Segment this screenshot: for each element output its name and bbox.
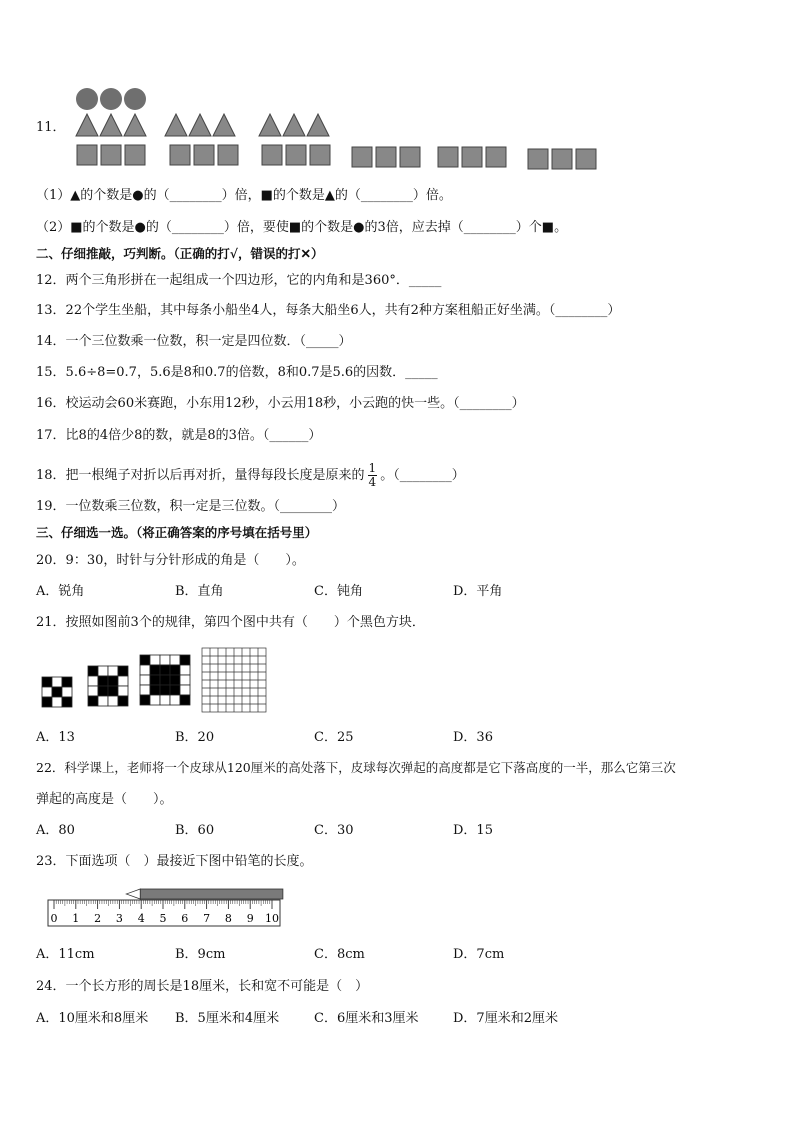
q11-part1: （1）▲的个数是●的（________）倍，■的个数是▲的（________）倍。 xyxy=(36,188,452,203)
cell xyxy=(150,655,160,665)
question-21: 21．按照如图前3个的规律，第四个图中共有（ ）个黑色方块． xyxy=(36,615,425,630)
question-22-line1: 22．科学课上，老师将一个皮球从120厘米的高处落下，皮球每次弹起的高度都是它下落高度的一半，那么它第三次 xyxy=(36,760,676,775)
pencil xyxy=(126,889,283,899)
triangle-shape xyxy=(76,114,98,136)
cell xyxy=(150,685,160,695)
question-15: 15．5.6÷8=0.7，5.6是8和0.7的倍数，8和0.7是5.6的因数．_____ xyxy=(36,365,438,380)
q24-option-b: B．5厘米和4厘米 xyxy=(175,1011,280,1026)
cell xyxy=(42,677,52,687)
square-shape xyxy=(352,147,372,167)
triangle-shape xyxy=(100,114,122,136)
pencil-body xyxy=(140,889,283,899)
q21-option-d: D．36 xyxy=(453,730,493,745)
circle-shape xyxy=(100,88,122,110)
fraction-denominator: 4 xyxy=(368,475,377,489)
q22-option-c: C．30 xyxy=(314,823,354,838)
question-23: 23．下面选项（ ）最接近下图中铅笔的长度。 xyxy=(36,854,313,869)
ruler-tick-label: 7 xyxy=(203,912,211,925)
ruler-tick-label: 0 xyxy=(50,912,58,925)
triangle-shape xyxy=(307,114,329,136)
cell xyxy=(180,695,190,705)
cell xyxy=(170,685,180,695)
cell xyxy=(170,655,180,665)
cell xyxy=(180,665,190,675)
square-shape xyxy=(262,145,282,165)
triangle-shape xyxy=(283,114,305,136)
cell xyxy=(52,677,62,687)
cell xyxy=(140,655,150,665)
q18-tail: 。（________） xyxy=(380,468,465,483)
circle-shape xyxy=(124,88,146,110)
cell xyxy=(150,675,160,685)
cell xyxy=(88,696,98,706)
pattern-figure-2 xyxy=(88,666,128,706)
q23-option-a: A．11cm xyxy=(36,947,95,962)
triangle-shape xyxy=(124,114,146,136)
cell xyxy=(98,666,108,676)
question-12: 12．两个三角形拼在一起组成一个四边形，它的内角和是360°．_____ xyxy=(36,273,442,288)
pattern-figure-4-empty-grid xyxy=(202,648,266,712)
q20-option-b: B．直角 xyxy=(175,584,224,599)
section2-heading: 二、仔细推敲，巧判断。（正确的打√，错误的打✕） xyxy=(36,246,324,261)
fraction-numerator: 1 xyxy=(368,461,377,475)
cell xyxy=(42,697,52,707)
triangle-shape xyxy=(213,114,235,136)
cell xyxy=(62,677,72,687)
question-16: 16．校运动会60米赛跑，小东用12秒，小云用18秒，小云跑的快一些。（________） xyxy=(36,396,525,411)
cell xyxy=(108,686,118,696)
q22-option-b: B．60 xyxy=(175,823,215,838)
ruler-tick-label: 1 xyxy=(72,912,80,925)
question-17: 17．比8的4倍少8的数，就是8的3倍。（______） xyxy=(36,428,322,443)
q21-pattern-figure xyxy=(40,644,272,720)
square-shape xyxy=(218,145,238,165)
question-22-line2: 弹起的高度是（ ）。 xyxy=(36,792,173,807)
ruler-tick-label: 4 xyxy=(137,912,145,925)
triangle-shape xyxy=(189,114,211,136)
cell xyxy=(140,675,150,685)
cell xyxy=(118,666,128,676)
q21-option-c: C．25 xyxy=(314,730,354,745)
q24-option-a: A．10厘米和8厘米 xyxy=(36,1011,149,1026)
square-shape xyxy=(101,145,121,165)
q23-option-d: D．7cm xyxy=(453,947,505,962)
square-shape xyxy=(552,149,572,169)
pattern-figure-3 xyxy=(140,655,190,705)
cell xyxy=(62,687,72,697)
cell xyxy=(88,676,98,686)
cell xyxy=(160,655,170,665)
question-13: 13．22个学生坐船，其中每条小船坐4人，每条大船坐6人，共有2种方案租船正好坐满。（________） xyxy=(36,303,621,318)
ruler-tick-label: 10 xyxy=(265,912,279,925)
q11-shapes-figure xyxy=(70,86,610,176)
q23-option-c: C．8cm xyxy=(314,947,365,962)
cell xyxy=(98,696,108,706)
ruler-tick-label: 5 xyxy=(159,912,167,925)
ruler-tick-label: 2 xyxy=(94,912,102,925)
cell xyxy=(52,687,62,697)
cell xyxy=(42,687,52,697)
cell xyxy=(140,695,150,705)
cell xyxy=(160,675,170,685)
square-shape xyxy=(310,145,330,165)
question-18 xyxy=(36,462,465,489)
cell xyxy=(180,675,190,685)
square-shape xyxy=(125,145,145,165)
cell xyxy=(62,697,72,707)
q21-option-b: B．20 xyxy=(175,730,215,745)
cell xyxy=(170,665,180,675)
q24-option-c: C．6厘米和3厘米 xyxy=(314,1011,419,1026)
ruler-tick-label: 8 xyxy=(224,912,232,925)
cell xyxy=(140,665,150,675)
cell xyxy=(88,686,98,696)
circles-group xyxy=(76,88,146,110)
square-shape xyxy=(376,147,396,167)
cell xyxy=(180,655,190,665)
square-shape xyxy=(286,145,306,165)
square-shape xyxy=(438,147,458,167)
pattern-figure-1 xyxy=(42,677,72,707)
cell xyxy=(88,666,98,676)
cell xyxy=(170,695,180,705)
squares-group xyxy=(77,145,596,169)
cell xyxy=(118,676,128,686)
q22-option-d: D．15 xyxy=(453,823,493,838)
fraction-one-quarter xyxy=(368,462,378,489)
cell xyxy=(118,686,128,696)
cell xyxy=(150,695,160,705)
triangle-shape xyxy=(259,114,281,136)
q20-option-a: A．锐角 xyxy=(36,584,85,599)
cell xyxy=(108,696,118,706)
section3-heading: 三、仔细选一选。（将正确答案的序号填在括号里） xyxy=(36,525,318,540)
q20-option-c: C．钝角 xyxy=(314,584,363,599)
cell xyxy=(140,685,150,695)
q18-text: 18．把一根绳子对折以后再对折，量得每段长度是原来的 xyxy=(36,468,365,483)
ruler-tick-label: 6 xyxy=(181,912,189,925)
square-shape xyxy=(528,149,548,169)
cell xyxy=(98,676,108,686)
cell xyxy=(160,665,170,675)
cell xyxy=(118,696,128,706)
cell xyxy=(98,686,108,696)
circle-shape xyxy=(76,88,98,110)
square-shape xyxy=(170,145,190,165)
square-shape xyxy=(486,147,506,167)
cell xyxy=(160,695,170,705)
q23-pencil-ruler-figure xyxy=(46,884,296,932)
q24-option-d: D．7厘米和2厘米 xyxy=(453,1011,558,1026)
q21-option-a: A．13 xyxy=(36,730,75,745)
square-shape xyxy=(462,147,482,167)
q11-part2: （2）■的个数是●的（________）倍，要使■的个数是●的3倍，应去掉（________）个■。 xyxy=(36,220,568,235)
cell xyxy=(160,685,170,695)
cell xyxy=(108,676,118,686)
square-shape xyxy=(400,147,420,167)
question-24: 24．一个长方形的周长是18厘米，长和宽不可能是（ ） xyxy=(36,979,369,994)
square-shape xyxy=(576,149,596,169)
question-14: 14．一个三位数乘一位数，积一定是四位数．（_____） xyxy=(36,334,352,349)
square-shape xyxy=(194,145,214,165)
question-20: 20．9：30，时针与分针形成的角是（ ）。 xyxy=(36,553,305,568)
cell xyxy=(180,685,190,695)
cell xyxy=(52,697,62,707)
square-shape xyxy=(77,145,97,165)
pencil-tip xyxy=(126,889,140,899)
triangles-group xyxy=(76,114,329,136)
q11-number: 11． xyxy=(36,120,66,135)
cell xyxy=(170,675,180,685)
ruler-tick-label: 3 xyxy=(115,912,123,925)
question-19: 19．一位数乘三位数，积一定是三位数。（________） xyxy=(36,499,346,514)
cell xyxy=(108,666,118,676)
cell xyxy=(150,665,160,675)
q20-option-d: D．平角 xyxy=(453,584,503,599)
ruler-tick-label: 9 xyxy=(246,912,254,925)
triangle-shape xyxy=(165,114,187,136)
q22-option-a: A．80 xyxy=(36,823,75,838)
q23-option-b: B．9cm xyxy=(175,947,226,962)
